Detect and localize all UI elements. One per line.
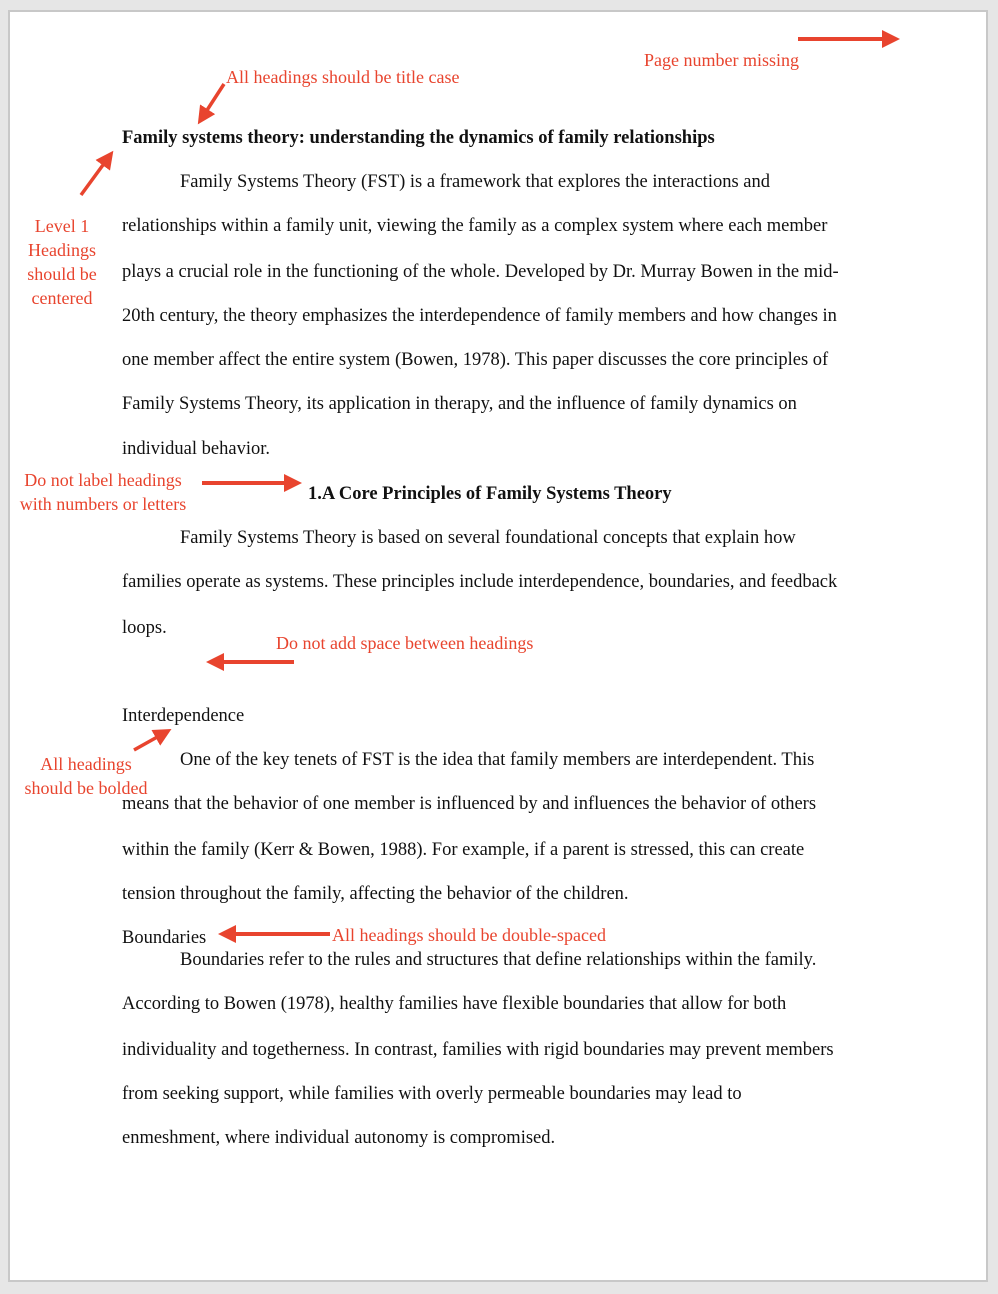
section-heading: 1.A Core Principles of Family Systems Theory	[308, 484, 672, 504]
annotation-level1-line-2: Headings	[28, 240, 96, 260]
boundaries-line-1: Boundaries refer to the rules and structures that define relationships within the family.	[180, 950, 817, 970]
annotation-bolded-line-2: should be bolded	[24, 778, 148, 798]
annotation-level1-line-3: should be	[27, 264, 97, 284]
intro-line-2: relationships within a family unit, viewing the family as a complex system where each member	[122, 216, 828, 236]
annotation-title-case: All headings should be title case	[226, 67, 460, 87]
section-line-2: families operate as systems. These principles include interdependence, boundaries, and feedback	[122, 572, 838, 592]
intro-line-1: Family Systems Theory (FST) is a framework that explores the interactions and	[180, 172, 770, 192]
interdependence-line-4: tension throughout the family, affecting the behavior of the children.	[122, 884, 629, 904]
subheading-boundaries: Boundaries	[122, 928, 207, 948]
intro-line-3: plays a crucial role in the functioning of the whole. Developed by Dr. Murray Bowen in the mid-	[122, 262, 839, 282]
annotation-page-number: Page number missing	[644, 50, 799, 70]
boundaries-line-3: individuality and togetherness. In contrast, families with rigid boundaries may prevent members	[122, 1040, 834, 1060]
annotation-bolded-line-1: All headings	[40, 754, 132, 774]
annotation-double-spaced: All headings should be double-spaced	[332, 925, 606, 945]
interdependence-line-3: within the family (Kerr & Bowen, 1988). For example, if a parent is stressed, this can create	[122, 840, 805, 860]
annotation-level1-line-4: centered	[31, 288, 93, 308]
annotation-no-labels-line-1: Do not label headings	[24, 470, 182, 490]
annotation-no-labels-line-2: with numbers or letters	[19, 494, 187, 514]
boundaries-line-4: from seeking support, while families with overly permeable boundaries may lead to	[122, 1084, 742, 1104]
annotation-level1-line-1: Level 1	[34, 216, 90, 236]
document-title: Family systems theory: understanding the dynamics of family relationships	[122, 128, 715, 148]
intro-line-4: 20th century, the theory emphasizes the interdependence of family members and how changes in	[122, 306, 837, 326]
interdependence-line-1: One of the key tenets of FST is the idea that family members are interdependent. This	[180, 750, 815, 770]
intro-line-5: one member affect the entire system (Bowen, 1978). This paper discusses the core principles of	[122, 350, 829, 370]
annotation-no-space: Do not add space between headings	[276, 633, 534, 653]
intro-line-6: Family Systems Theory, its application in therapy, and the influence of family dynamics on	[122, 394, 797, 414]
arrow-up-right-icon	[81, 154, 111, 195]
section-line-3: loops.	[122, 618, 167, 638]
interdependence-line-2: means that the behavior of one member is influenced by and influences the behavior of others	[122, 794, 817, 814]
arrow-down-left-icon	[200, 84, 224, 121]
intro-line-7: individual behavior.	[122, 439, 270, 459]
arrow-up-right-icon	[134, 731, 168, 750]
subheading-interdependence: Interdependence	[122, 706, 245, 726]
boundaries-line-5: enmeshment, where individual autonomy is compromised.	[122, 1128, 556, 1148]
section-line-1: Family Systems Theory is based on several foundational concepts that explain how	[180, 528, 796, 548]
boundaries-line-2: According to Bowen (1978), healthy families have flexible boundaries that allow for both	[122, 994, 787, 1014]
